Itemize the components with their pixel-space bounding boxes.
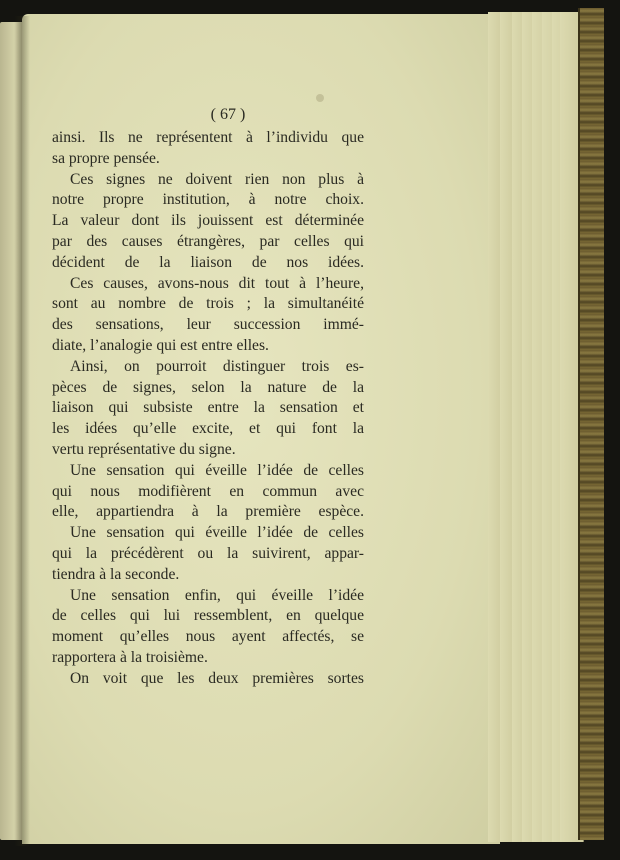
text-line: Une sensation qui éveille l’idée de celles — [70, 524, 364, 542]
text-line: pèces de signes, selon la nature de la — [52, 378, 364, 396]
text-line: liaison qui subsiste entre la sensation et — [52, 399, 364, 417]
text-line: tiendra à la seconde. — [52, 565, 180, 583]
text-line: les idées qu’elle excite, et qui font la — [52, 420, 364, 438]
book-cover-edge — [578, 8, 604, 840]
text-line: Une sensation qui éveille l’idée de celles — [70, 461, 364, 479]
page-number: ( 67 ) — [210, 106, 246, 123]
text-line: qui nous modifièrent en commun avec — [52, 482, 364, 500]
book-gutter — [14, 16, 30, 846]
text-line: Ces causes, avons-nous dit tout à l’heure, — [70, 274, 364, 292]
text-line: On voit que les deux premières sortes — [70, 669, 364, 687]
text-line: par des causes étrangères, par celles qui — [52, 232, 364, 250]
text-line: Ainsi, on pourroit distinguer trois es- — [70, 357, 364, 375]
text-line: notre propre institution, à notre choix. — [52, 191, 364, 209]
text-line: La valeur dont ils jouissent est déterminée — [52, 212, 364, 230]
text-line: qui la précédèrent ou la suivirent, appar- — [52, 544, 364, 562]
text-line: sa propre pensée. — [52, 149, 160, 167]
text-line: ainsi. Ils ne représentent à l’individu que — [52, 129, 364, 146]
paper-spot — [316, 94, 324, 102]
text-line: Une sensation enfin, qui éveille l’idée — [70, 586, 364, 604]
text-line: vertu représentative du signe. — [52, 440, 236, 458]
text-line: Ces signes ne doivent rien non plus à — [70, 170, 364, 188]
text-line: elle, appartiendra à la première espèce. — [52, 503, 364, 521]
text-line: diate, l’analogie qui est entre elles. — [52, 336, 269, 354]
page-text-block — [52, 102, 364, 690]
text-line: des sensations, leur succession immé- — [52, 316, 364, 334]
text-line: décident de la liaison de nos idées. — [52, 253, 364, 271]
text-line: sont au nombre de trois ; la simultanéité — [52, 295, 364, 313]
text-line: de celles qui lui ressemblent, en quelque — [52, 607, 364, 625]
text-line: rapportera à la troisième. — [52, 648, 208, 666]
text-line: moment qu’elles nous ayent affectés, se — [52, 628, 364, 646]
